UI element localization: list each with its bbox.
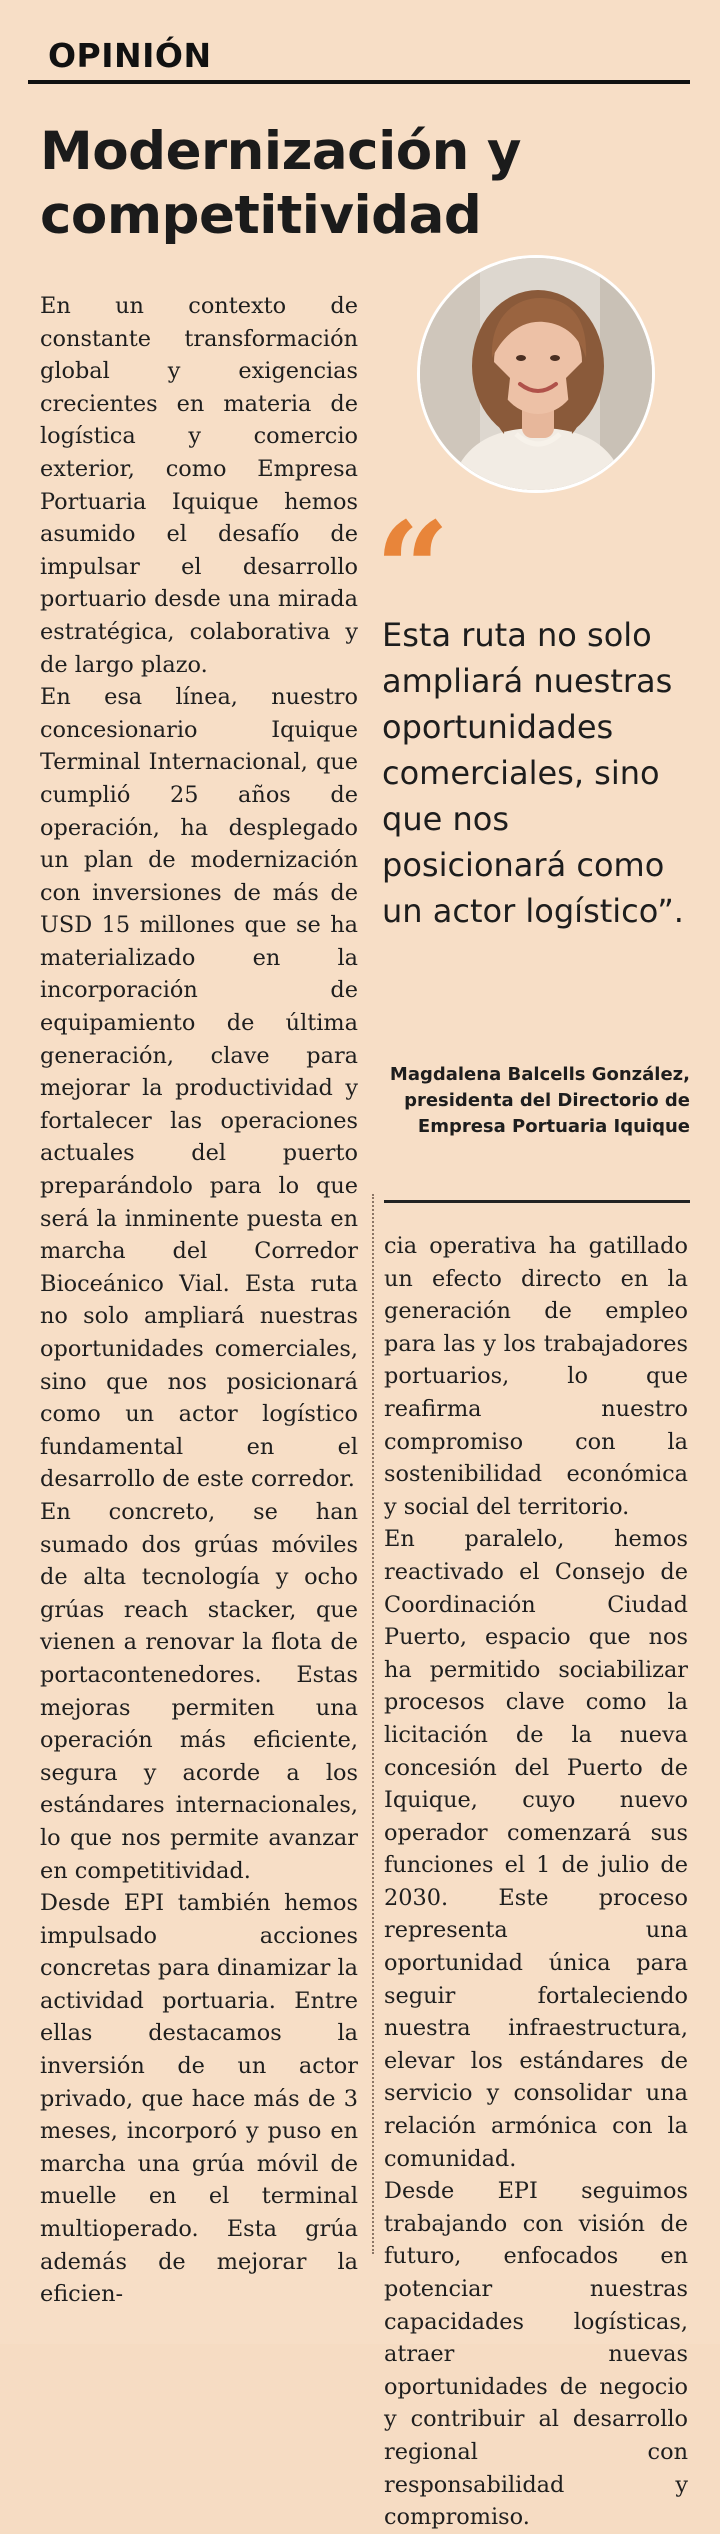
author-name: Magdalena Balcells González, — [389, 1064, 690, 1085]
portrait-illustration — [420, 258, 652, 490]
body-column-right — [384, 1230, 688, 2534]
paragraph: En paralelo, hemos reactivado el Consejo de Coordinación Ciudad Puerto, espacio que nos ha permitido sociabilizar procesos clave como la licitación de la nueva concesión del Puerto de Iquique, cuyo nuevo operador comenzará sus funciones el 1 de julio de 2030. Este proceso representa una oportunidad única para seguir fortaleciendo nuestra infraestructura, elevar los estándares de servicio y consolidar una relación armónica con la comunidad. — [384, 1526, 688, 2172]
author-organization: Empresa Portuaria Iquique — [417, 1116, 690, 1137]
paragraph: Desde EPI seguimos trabajando con visión de futuro, enfocados en potenciar nuestras capacidades logísticas, atraer nuevas oportunidades de negocio y contribuir al desarrollo regional con responsabilidad y compromiso. — [384, 2178, 688, 2531]
author-portrait-photo — [420, 258, 652, 490]
column-divider — [372, 1194, 374, 2254]
paragraph: En esa línea, nuestro concesionario Iquique Terminal Internacional, que cumplió 25 años de operación, ha desplegado un plan de modernización con inversiones de más de USD 15 millones que se ha materializado en la incorporación de equipamiento de última generación, clave para mejorar la productividad y fortalecer las operaciones actuales del puerto preparándolo para lo que será la inminente puesta en marcha del Corredor Bioceánico Vial. Esta ruta no solo ampliará nuestras oportunidades comerciales, sino que nos posicionará como un actor logístico fundamental en el desarrollo de este corredor. — [40, 684, 358, 1493]
paragraph: cia operativa ha gatillado un efecto directo en la generación de empleo para las y los trabajadores portuarios, lo que reafirma nuestro compromiso con la sostenibilidad económica y social del territorio. — [384, 1233, 688, 1520]
paragraph: Desde EPI también hemos impulsado acciones concretas para dinamizar la actividad portuaria. Entre ellas destacamos la inversión de un actor privado, que hace más de 3 meses, incorporó y puso en marcha una grúa móvil de muelle en el terminal multioperado. Esta grúa además de mejorar la eficien- — [40, 1890, 358, 2308]
author-role: presidenta del Directorio de — [404, 1090, 690, 1111]
headline: Modernización y competitividad — [40, 121, 521, 246]
author-attribution — [384, 1062, 690, 1140]
paragraph: En concreto, se han sumado dos grúas móviles de alta tecnología y ocho grúas reach stacker, que vienen a renovar la flota de portacontenedores. Estas mejoras permiten una operación más eficiente, segura y acorde a los estándares internacionales, lo que nos permite avanzar en competitividad. — [40, 1498, 358, 1884]
body-column-left — [40, 290, 358, 2311]
quote-mark-icon: “ — [375, 493, 450, 646]
section-label: OPINIÓN — [48, 36, 212, 75]
paragraph: En un contexto de constante transformación global y exigencias crecientes en materia de logística y comercio exterior, como Empresa Portuaria Iquique hemos asumido el desafío de impulsar el desarrollo portuario desde una mirada estratégica, colaborativa y de largo plazo. — [40, 293, 358, 678]
section-header — [28, 34, 690, 84]
column-top-rule — [384, 1200, 690, 1203]
pull-quote: Esta ruta no solo ampliará nuestras oportunidades comerciales, sino que nos posicionará como un actor logístico”. — [382, 616, 684, 930]
